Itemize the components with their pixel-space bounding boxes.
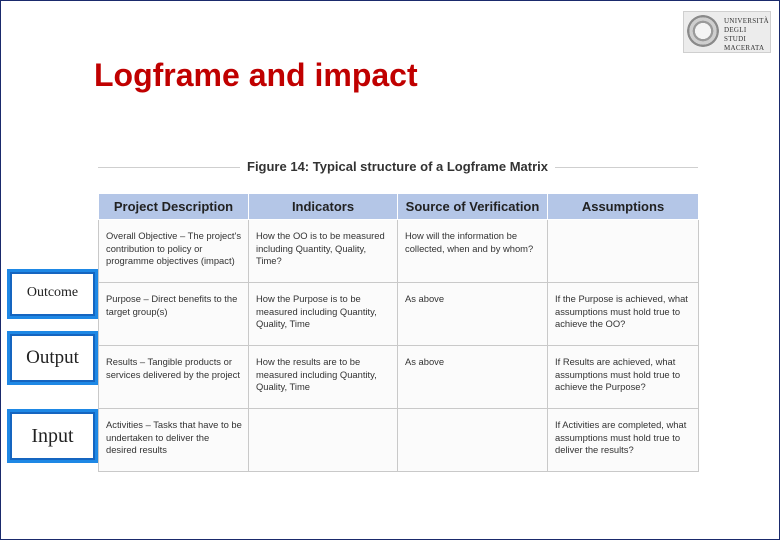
matrix-cell [398,283,548,346]
matrix-cell [249,409,398,472]
outcome-label-box [10,272,95,316]
matrix-cell [398,346,548,409]
matrix-cell [99,220,249,283]
matrix-row-results [99,346,699,409]
cell-text: If the Purpose is achieved, what assumptions must hold true to achieve the OO? [555,293,688,329]
cell-text: If Activities are completed, what assumptions must hold true to deliver the results? [555,419,687,455]
matrix-cell [548,283,699,346]
matrix-cell [249,283,398,346]
cell-text: Results – Tangible products or services delivered by the project [106,356,240,380]
matrix-cell [548,346,699,409]
logframe-matrix [98,193,699,472]
cell-text: Overall Objective – The project's contribution to policy or programme objectives (impact) [106,230,242,266]
input-label: Input [31,424,74,447]
logo-line-2: DEGLI STUDI [724,26,747,43]
matrix-cell [249,220,398,283]
matrix-cell [99,409,249,472]
cell-text: As above [405,293,445,304]
matrix-cell [548,220,699,283]
header-source-of-verification: Source of Verification [398,194,548,220]
header-project-description: Project Description [99,194,249,220]
university-logo [683,11,771,53]
matrix-cell [548,409,699,472]
header-indicators: Indicators [249,194,398,220]
cell-text: How the OO is to be measured including Quantity, Quality, Time? [256,230,385,266]
input-label-box [10,412,95,460]
slide-title: Logframe and impact [94,57,418,93]
output-label-box [10,334,95,382]
figure-caption: Figure 14: Typical structure of a Logframe Matrix [240,159,555,174]
outcome-label: Outcome [26,285,79,300]
matrix-row-overall-objective [99,220,699,283]
matrix-header-row [99,194,699,220]
cell-text: How will the information be collected, when and by whom? [405,230,534,254]
matrix-cell [398,409,548,472]
cell-text: Activities – Tasks that have to be undertaken to deliver the desired results [106,419,242,455]
logo-line-3: MACERATA [724,44,765,52]
matrix-cell [99,283,249,346]
matrix-row-purpose [99,283,699,346]
matrix-row-activities [99,409,699,472]
matrix-cell [249,346,398,409]
matrix-cell [99,346,249,409]
cell-text: How the Purpose is to be measured including Quantity, Quality, Time [256,293,377,329]
cell-text: How the results are to be measured including Quantity, Quality, Time [256,356,377,392]
university-name [724,17,768,53]
cell-text: Purpose – Direct benefits to the target group(s) [106,293,238,317]
university-seal-icon [687,15,719,47]
output-label: Output [26,347,79,368]
header-assumptions: Assumptions [548,194,699,220]
matrix-cell [398,220,548,283]
logo-line-1: UNIVERSITÀ [724,17,769,25]
cell-text: As above [405,356,445,367]
cell-text: If Results are achieved, what assumptions must hold true to achieve the Purpose? [555,356,681,392]
